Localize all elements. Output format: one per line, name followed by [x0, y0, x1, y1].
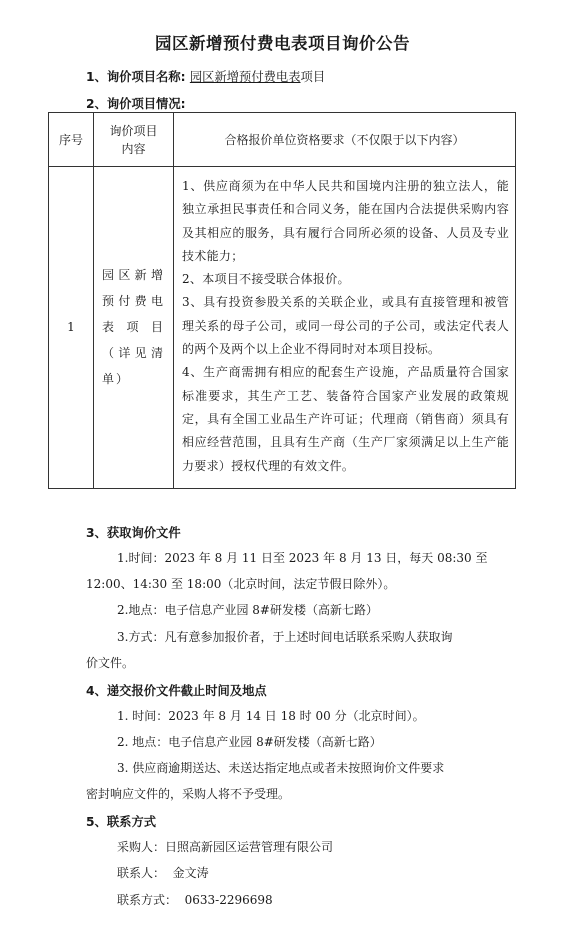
row-item-name: 园区新增预付费电表项目（详见清单） — [94, 167, 174, 489]
requirement-4: 4、生产商需拥有相应的配套生产设施，产品质量符合国家标准要求，其生产工艺、装备符合国家产业发展的政策规定，具有全国工业品生产许可证；代理商（销售商）须具有相应经营范围，且具有生产商（生产厂家须满足以上生产能力要求）授权代理的有效文件。 — [182, 365, 509, 473]
s4-note-line-2: 密封响应文件的，采购人将不予受理。 — [86, 787, 291, 801]
row-qualification-cell — [174, 167, 516, 489]
project-name-value: 园区新增预付费电表 — [189, 70, 301, 84]
s4-location: 2. 地点：电子信息产业园 8#研发楼（高新七路） — [117, 735, 382, 749]
contact-person-line: 联系人： 金文涛 — [117, 866, 209, 880]
requirements-table — [48, 112, 516, 489]
header-seq: 序号 — [49, 113, 94, 167]
s3-method-line-1: 3.方式：凡有意参加报价者，于上述时间电话联系采购人获取询 — [117, 630, 453, 644]
section-3-heading: 3、获取询价文件 — [86, 526, 181, 540]
notice-title: 园区新增预付费电表项目询价公告 — [155, 34, 410, 53]
requirement-1: 1、供应商须为在中华人民共和国境内注册的独立法人，能独立承担民事责任和合同义务，能在国内合法提供采购内容及其相应的服务，具有履行合同所必须的设备、人员及专业技术能力； — [182, 179, 509, 263]
section-1-heading — [86, 67, 325, 85]
section-4-heading: 4、递交报价文件截止时间及地点 — [86, 684, 267, 698]
table-header-row — [49, 113, 516, 167]
section-1-label: 1、询价项目名称: — [86, 70, 186, 84]
header-qualification: 合格报价单位资格要求（不仅限于以下内容） — [174, 113, 516, 167]
s3-location: 2.地点：电子信息产业园 8#研发楼（高新七路） — [117, 603, 378, 617]
project-name-suffix: 项目 — [300, 70, 326, 84]
section-2-heading: 2、询价项目情况: — [86, 97, 186, 111]
s4-time: 1. 时间：2023 年 8 月 14 日 18 时 00 分（北京时间）。 — [117, 709, 425, 723]
requirement-3: 3、具有投资参股关系的关联企业，或具有直接管理和被管理关系的母子公司，或同一母公司的子公司，或法定代表人的两个及两个以上企业不得同时对本项目投标。 — [182, 295, 509, 357]
table-row — [49, 167, 516, 489]
contact-phone-line: 联系方式： 0633-2296698 — [117, 893, 273, 907]
s4-note-line-1: 3. 供应商逾期送达、未送达指定地点或者未按照询价文件要求 — [117, 761, 445, 775]
s3-time-line-2: 12:00、14:30 至 18:00（北京时间，法定节假日除外）。 — [86, 577, 396, 591]
header-item-content: 询价项目内容 — [94, 113, 174, 167]
s3-method-line-2: 价文件。 — [86, 656, 135, 670]
requirement-2: 2、本项目不接受联合体报价。 — [182, 272, 350, 287]
section-5-heading: 5、联系方式 — [86, 815, 157, 829]
s3-time-line-1: 1.时间：2023 年 8 月 11 日至 2023 年 8 月 13 日，每天 08:30 至 — [117, 551, 488, 565]
buyer-line: 采购人：日照高新园区运营管理有限公司 — [117, 840, 334, 854]
row-seq: 1 — [49, 167, 94, 489]
